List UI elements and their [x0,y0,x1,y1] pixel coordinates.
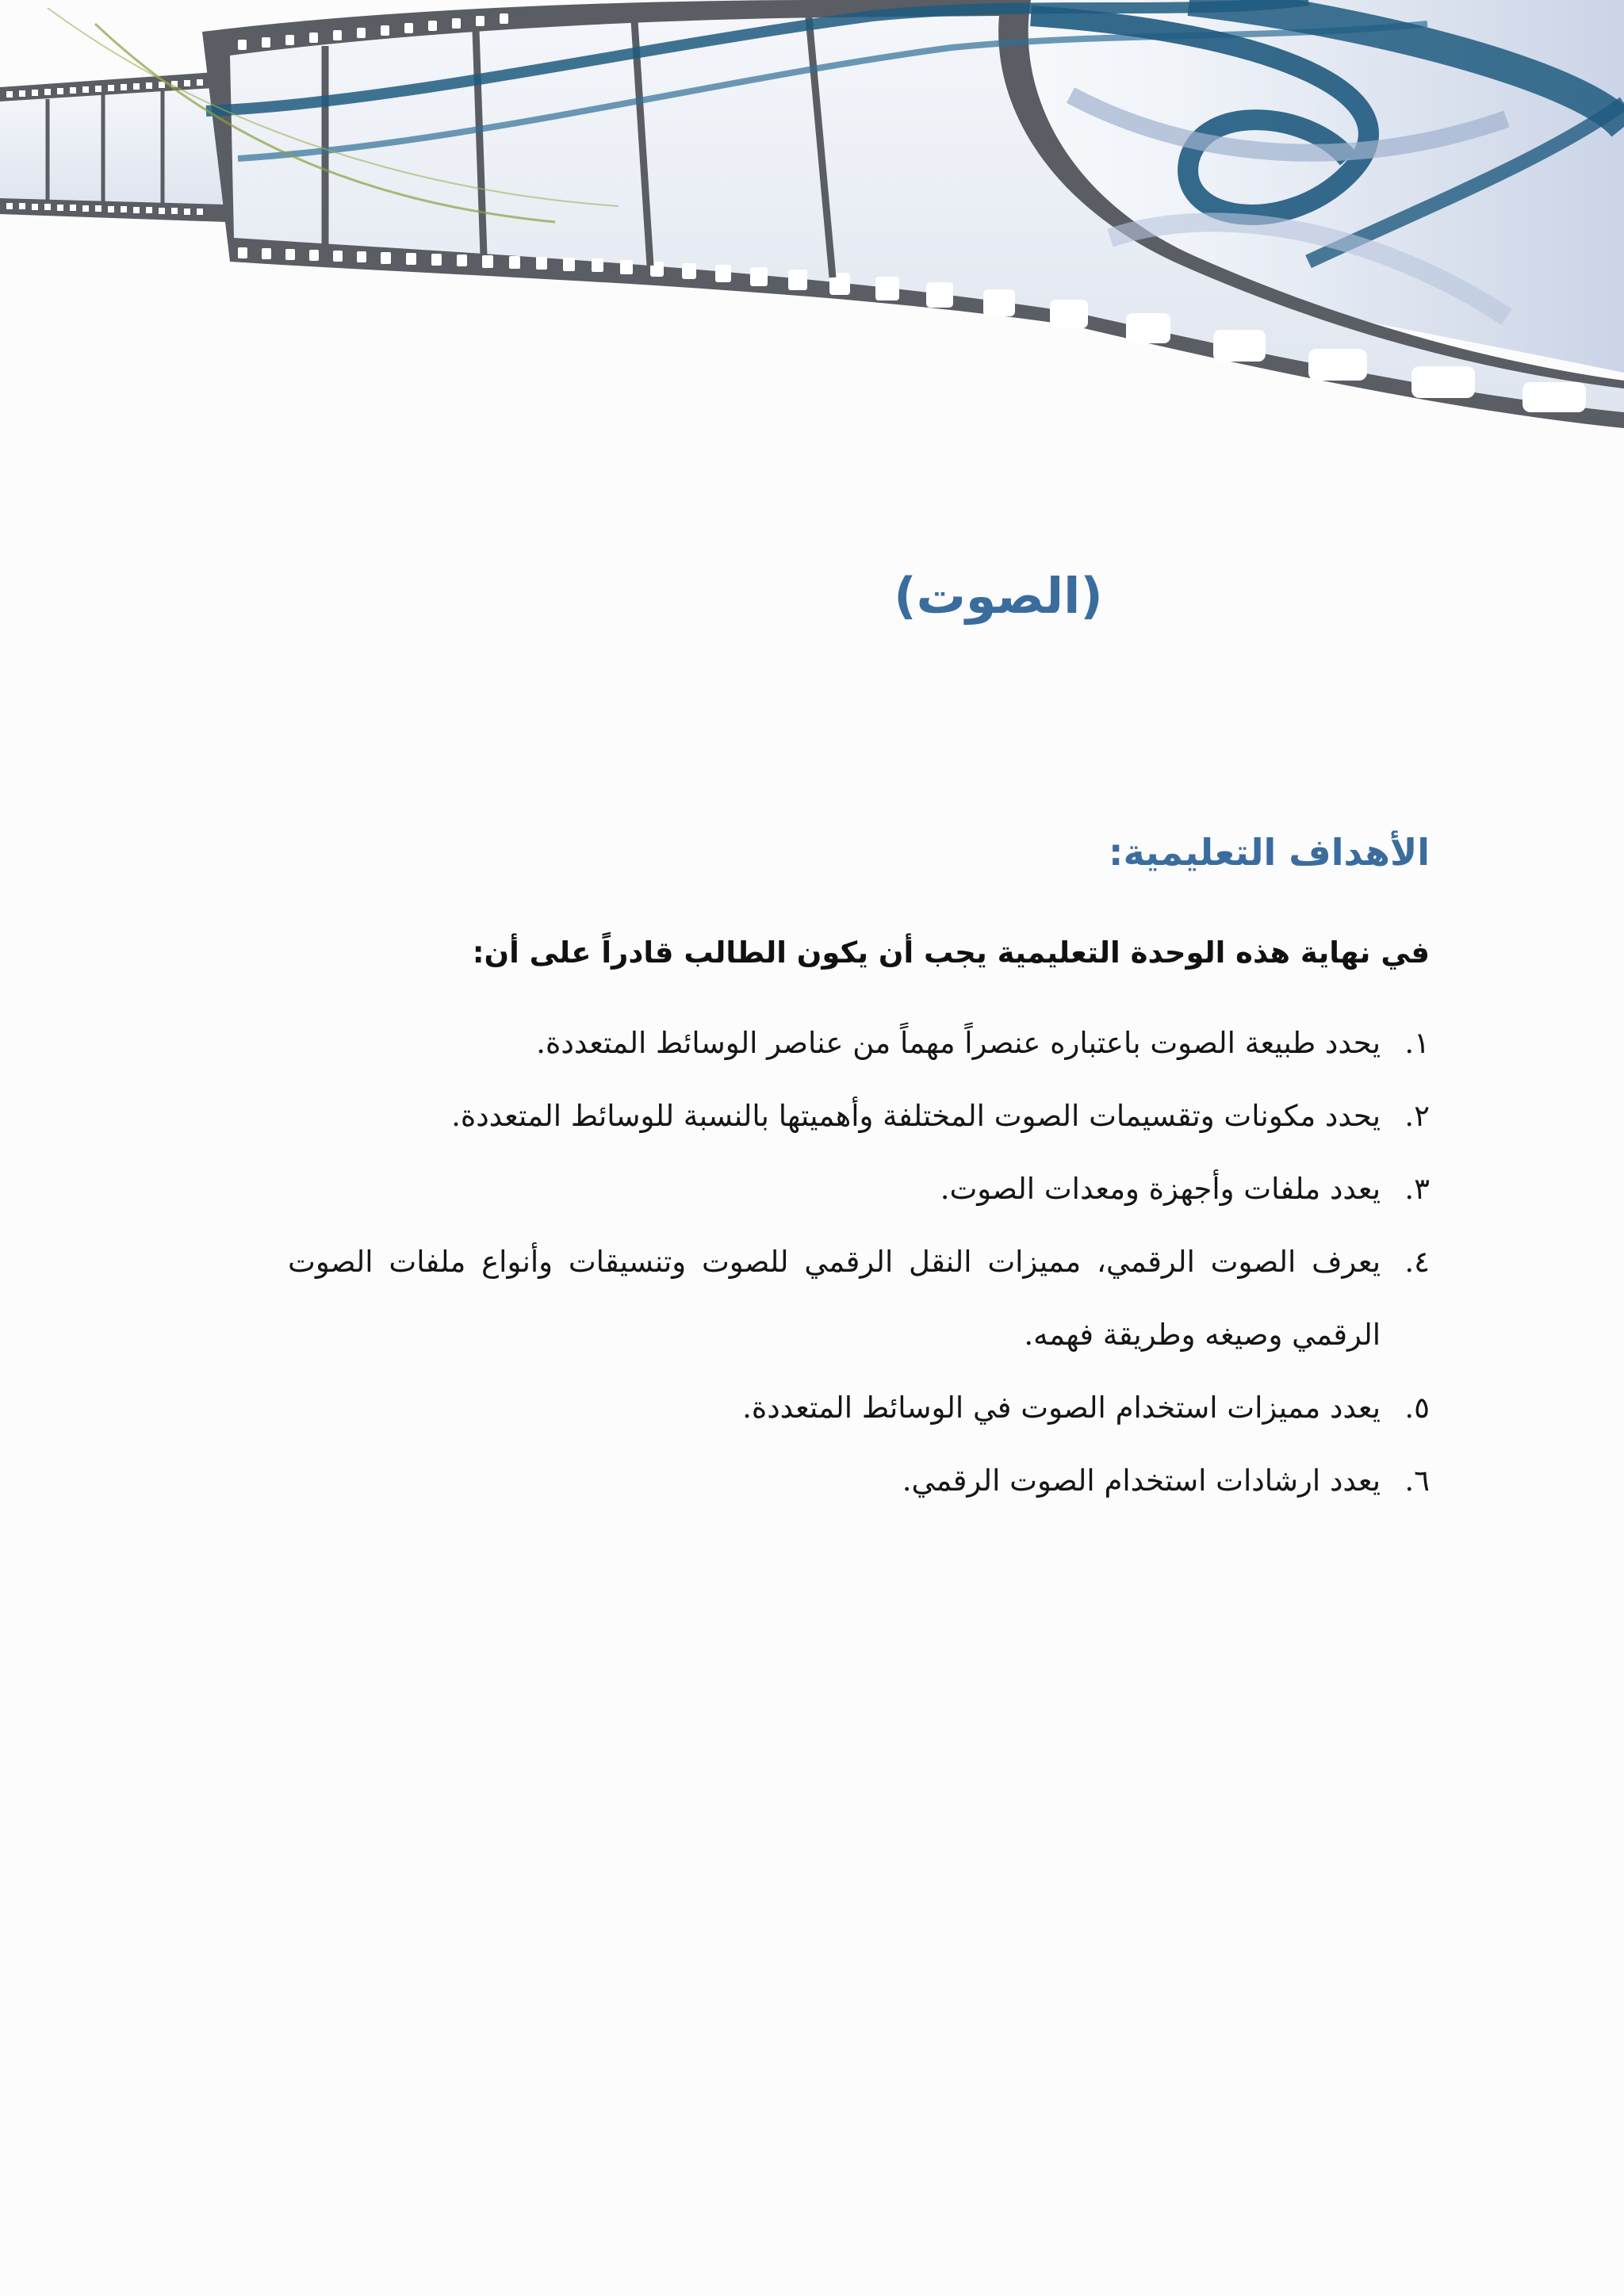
objective-item [288,1007,1430,1080]
objectives-heading: الأهداف التعليمية: [1109,831,1430,874]
objective-number: ٥. [1404,1391,1430,1425]
objective-number: ٦. [1404,1464,1430,1498]
objective-number: ٤. [1404,1245,1430,1279]
film-strip-banner-image [0,0,1624,428]
objective-item [288,1445,1430,1517]
objectives-list [288,1007,1430,1517]
unit-title: (الصوت) [894,567,1103,625]
objective-number: ٢. [1404,1099,1430,1133]
objective-text: يعدد ارشادات استخدام الصوت الرقمي. [902,1464,1381,1498]
intro-text: في نهاية هذه الوحدة التعليمية يجب أن يكون الطالب قادراً على أن: [472,936,1430,970]
objective-text: يعرف الصوت الرقمي، مميزات النقل الرقمي للصوت وتنسيقات وأنواع ملفات الصوت الرقمي وصيغه وطريقة فهمه. [288,1245,1381,1352]
objective-number: ١. [1404,1026,1430,1060]
objective-item [288,1226,1430,1372]
objective-text: يحدد مكونات وتقسيمات الصوت المختلفة وأهميتها بالنسبة للوسائط المتعددة. [451,1099,1381,1133]
objective-item [288,1153,1430,1226]
objective-text: يعدد ملفات وأجهزة ومعدات الصوت. [940,1172,1381,1206]
objective-item [288,1372,1430,1445]
objective-item [288,1080,1430,1153]
objective-text: يحدد طبيعة الصوت باعتباره عنصراً مهماً من عناصر الوسائط المتعددة. [536,1026,1381,1060]
objective-number: ٣. [1404,1172,1430,1206]
objectives-section [288,817,1430,1517]
objective-text: يعدد مميزات استخدام الصوت في الوسائط المتعددة. [742,1391,1381,1425]
